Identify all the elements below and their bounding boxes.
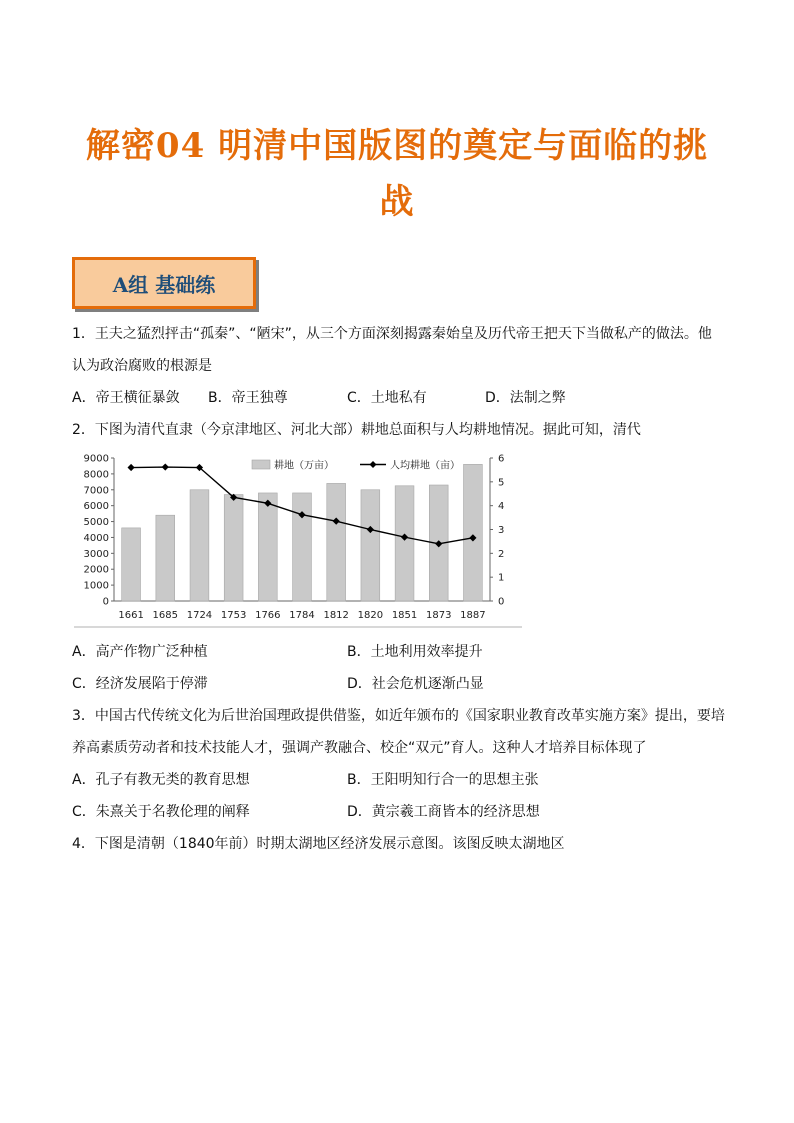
q1-option-b[interactable]: B．帝王独尊	[208, 390, 288, 406]
q3-option-d[interactable]: D．黄宗羲工商皆本的经济思想	[347, 804, 540, 820]
right-tick-label: 2	[498, 548, 505, 560]
x-tick-label: 1820	[357, 610, 384, 621]
q2-option-b[interactable]: B．土地利用效率提升	[347, 644, 483, 660]
q3-option-c[interactable]: C．朱熹关于名教伦理的阐释	[72, 804, 250, 820]
q1-text-line-2: 认为政治腐败的根源是	[72, 358, 212, 374]
bar-1851	[395, 486, 414, 601]
q3-option-a[interactable]: A．孔子有教无类的教育思想	[72, 772, 250, 788]
right-tick-label: 5	[498, 477, 505, 489]
left-tick-label: 9000	[83, 453, 109, 465]
left-tick-label: 4000	[83, 532, 109, 544]
left-tick-label: 0	[102, 596, 109, 608]
bar-1784	[293, 493, 312, 601]
q3-text-line-2: 养高素质劳动者和技术技能人才，强调产教融合、校企“双元”育人。这种人才培养目标体现了	[72, 740, 647, 756]
q2-text: 2．下图为清代直隶（今京津地区、河北大部）耕地总面积与人均耕地情况。据此可知，清代	[72, 422, 641, 438]
q2-option-c[interactable]: C．经济发展陷于停滞	[72, 676, 208, 692]
x-tick-label: 1753	[220, 610, 247, 621]
x-tick-label: 1812	[323, 610, 349, 621]
q2-option-a[interactable]: A．高产作物广泛种植	[72, 644, 208, 660]
x-tick-label: 1887	[460, 610, 486, 621]
bar-1766	[258, 493, 277, 601]
bar-1685	[156, 515, 175, 601]
right-tick-label: 0	[498, 596, 505, 608]
q3-text-line-1: 3．中国古代传统文化为后世治国理政提供借鉴，如近年颁布的《国家职业教育改革实施方案》提出，要培	[72, 708, 725, 724]
x-tick-label: 1685	[152, 610, 178, 621]
x-tick-label: 1661	[118, 610, 144, 621]
right-tick-label: 4	[498, 501, 505, 513]
left-tick-label: 1000	[83, 580, 109, 592]
bar-1812	[327, 483, 346, 601]
farmland-chart	[74, 450, 522, 630]
q1-text-line-1: 1．王夫之猛烈抨击“孤秦”、“陋宋”，从三个方面深刻揭露秦始皇及历代帝王把天下当做私产的做法。他	[72, 326, 712, 342]
left-tick-label: 3000	[83, 548, 109, 560]
x-tick-label: 1766	[255, 610, 281, 621]
right-tick-label: 1	[498, 572, 505, 584]
q1-option-c[interactable]: C．土地私有	[347, 390, 427, 406]
section-label: A组 基础练	[72, 257, 256, 309]
q2-option-d[interactable]: D．社会危机逐渐凸显	[347, 676, 484, 692]
bar-1820	[361, 490, 380, 601]
q1-option-a[interactable]: A．帝王横征暴敛	[72, 390, 180, 406]
title-line-1: 解密04 明清中国版图的奠定与面临的挑	[85, 126, 709, 166]
left-tick-label: 2000	[83, 564, 109, 576]
legend-line-label: 人均耕地（亩）	[390, 460, 460, 472]
bar-1753	[224, 495, 243, 601]
left-tick-label: 5000	[83, 517, 109, 529]
title-line-2: 战	[379, 182, 415, 222]
bar-1661	[122, 528, 141, 601]
left-tick-label: 7000	[83, 485, 109, 497]
q4-text: 4．下图是清朝（1840年前）时期太湖地区经济发展示意图。该图反映太湖地区	[72, 836, 565, 852]
right-tick-label: 3	[498, 525, 505, 536]
bar-1724	[190, 490, 209, 601]
x-tick-label: 1724	[186, 610, 213, 621]
q1-option-d[interactable]: D．法制之弊	[485, 390, 566, 406]
left-tick-label: 8000	[83, 469, 109, 481]
legend-bar-label: 耕地（万亩）	[274, 460, 334, 472]
x-tick-label: 1873	[426, 610, 452, 621]
q3-option-b[interactable]: B．王阳明知行合一的思想主张	[347, 772, 539, 788]
bar-1887	[464, 464, 483, 601]
x-tick-label: 1784	[289, 610, 315, 621]
x-tick-label: 1851	[391, 610, 418, 621]
page-title	[70, 118, 724, 230]
right-tick-label: 6	[498, 453, 505, 465]
left-tick-label: 6000	[83, 501, 109, 513]
legend-bar-swatch	[252, 460, 270, 469]
